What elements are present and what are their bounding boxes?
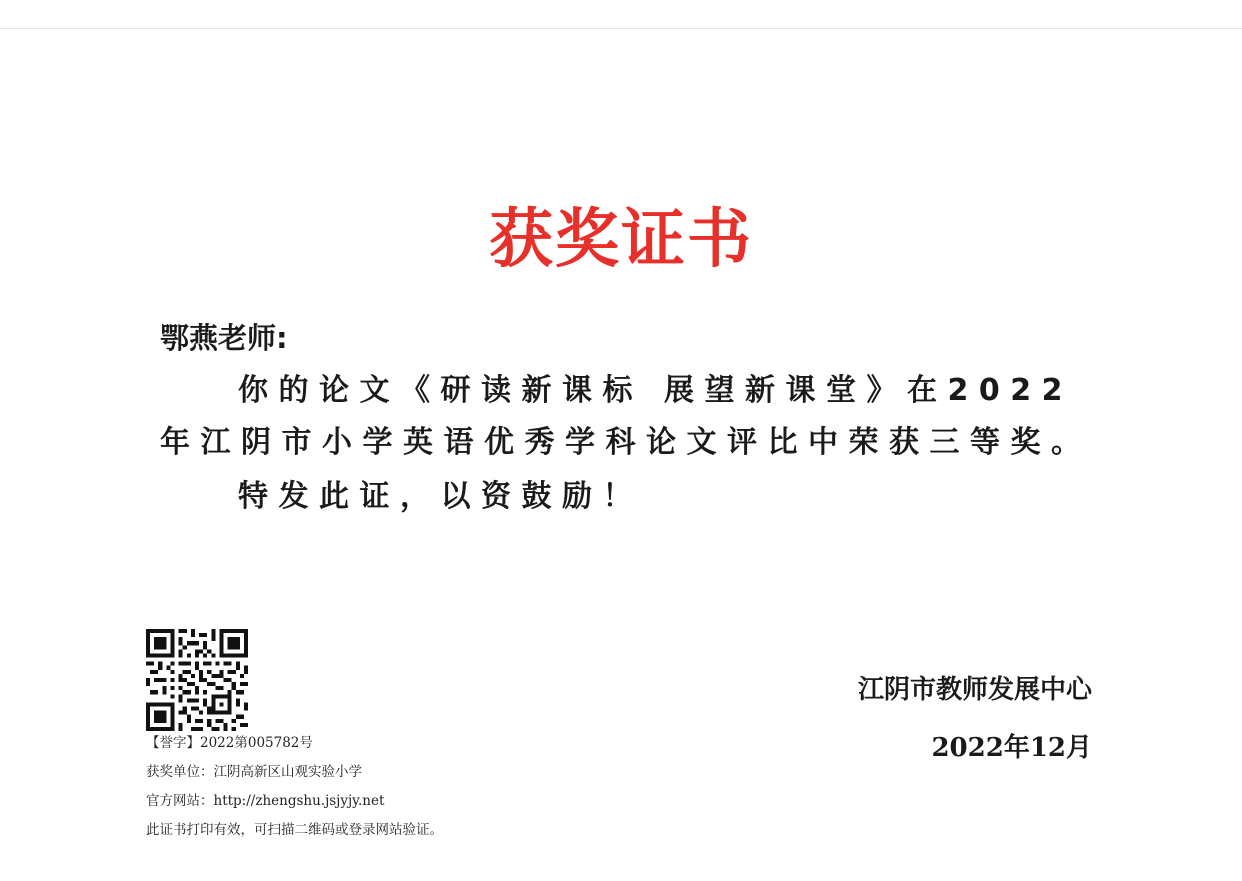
certificate-title: 获奖证书 <box>489 203 753 277</box>
certificate-number: 【誉字】2022第005782号 <box>146 735 313 751</box>
closing-statement: 特发此证，以资鼓励！ <box>238 479 643 514</box>
verification-note: 此证书打印有效，可扫描二维码或登录网站验证。 <box>146 822 443 838</box>
award-statement: 你的论文《研读新课标 展望新课堂》在2022年江阴市小学英语优秀学科论文评比中荣获三等奖。 <box>160 373 1092 460</box>
award-unit: 获奖单位：江阴高新区山观实验小学 <box>146 764 362 780</box>
issuing-organization: 江阴市教师发展中心 <box>857 675 1092 705</box>
recipient-name: 鄂燕老师: <box>160 321 288 355</box>
qr-code-icon <box>146 629 248 731</box>
official-website: 官方网站：http://zhengshu.jsjyjy.net <box>146 793 385 809</box>
certificate-body <box>160 365 1095 523</box>
top-divider <box>0 28 1242 29</box>
issue-date: 2022年12月 <box>931 733 1092 763</box>
